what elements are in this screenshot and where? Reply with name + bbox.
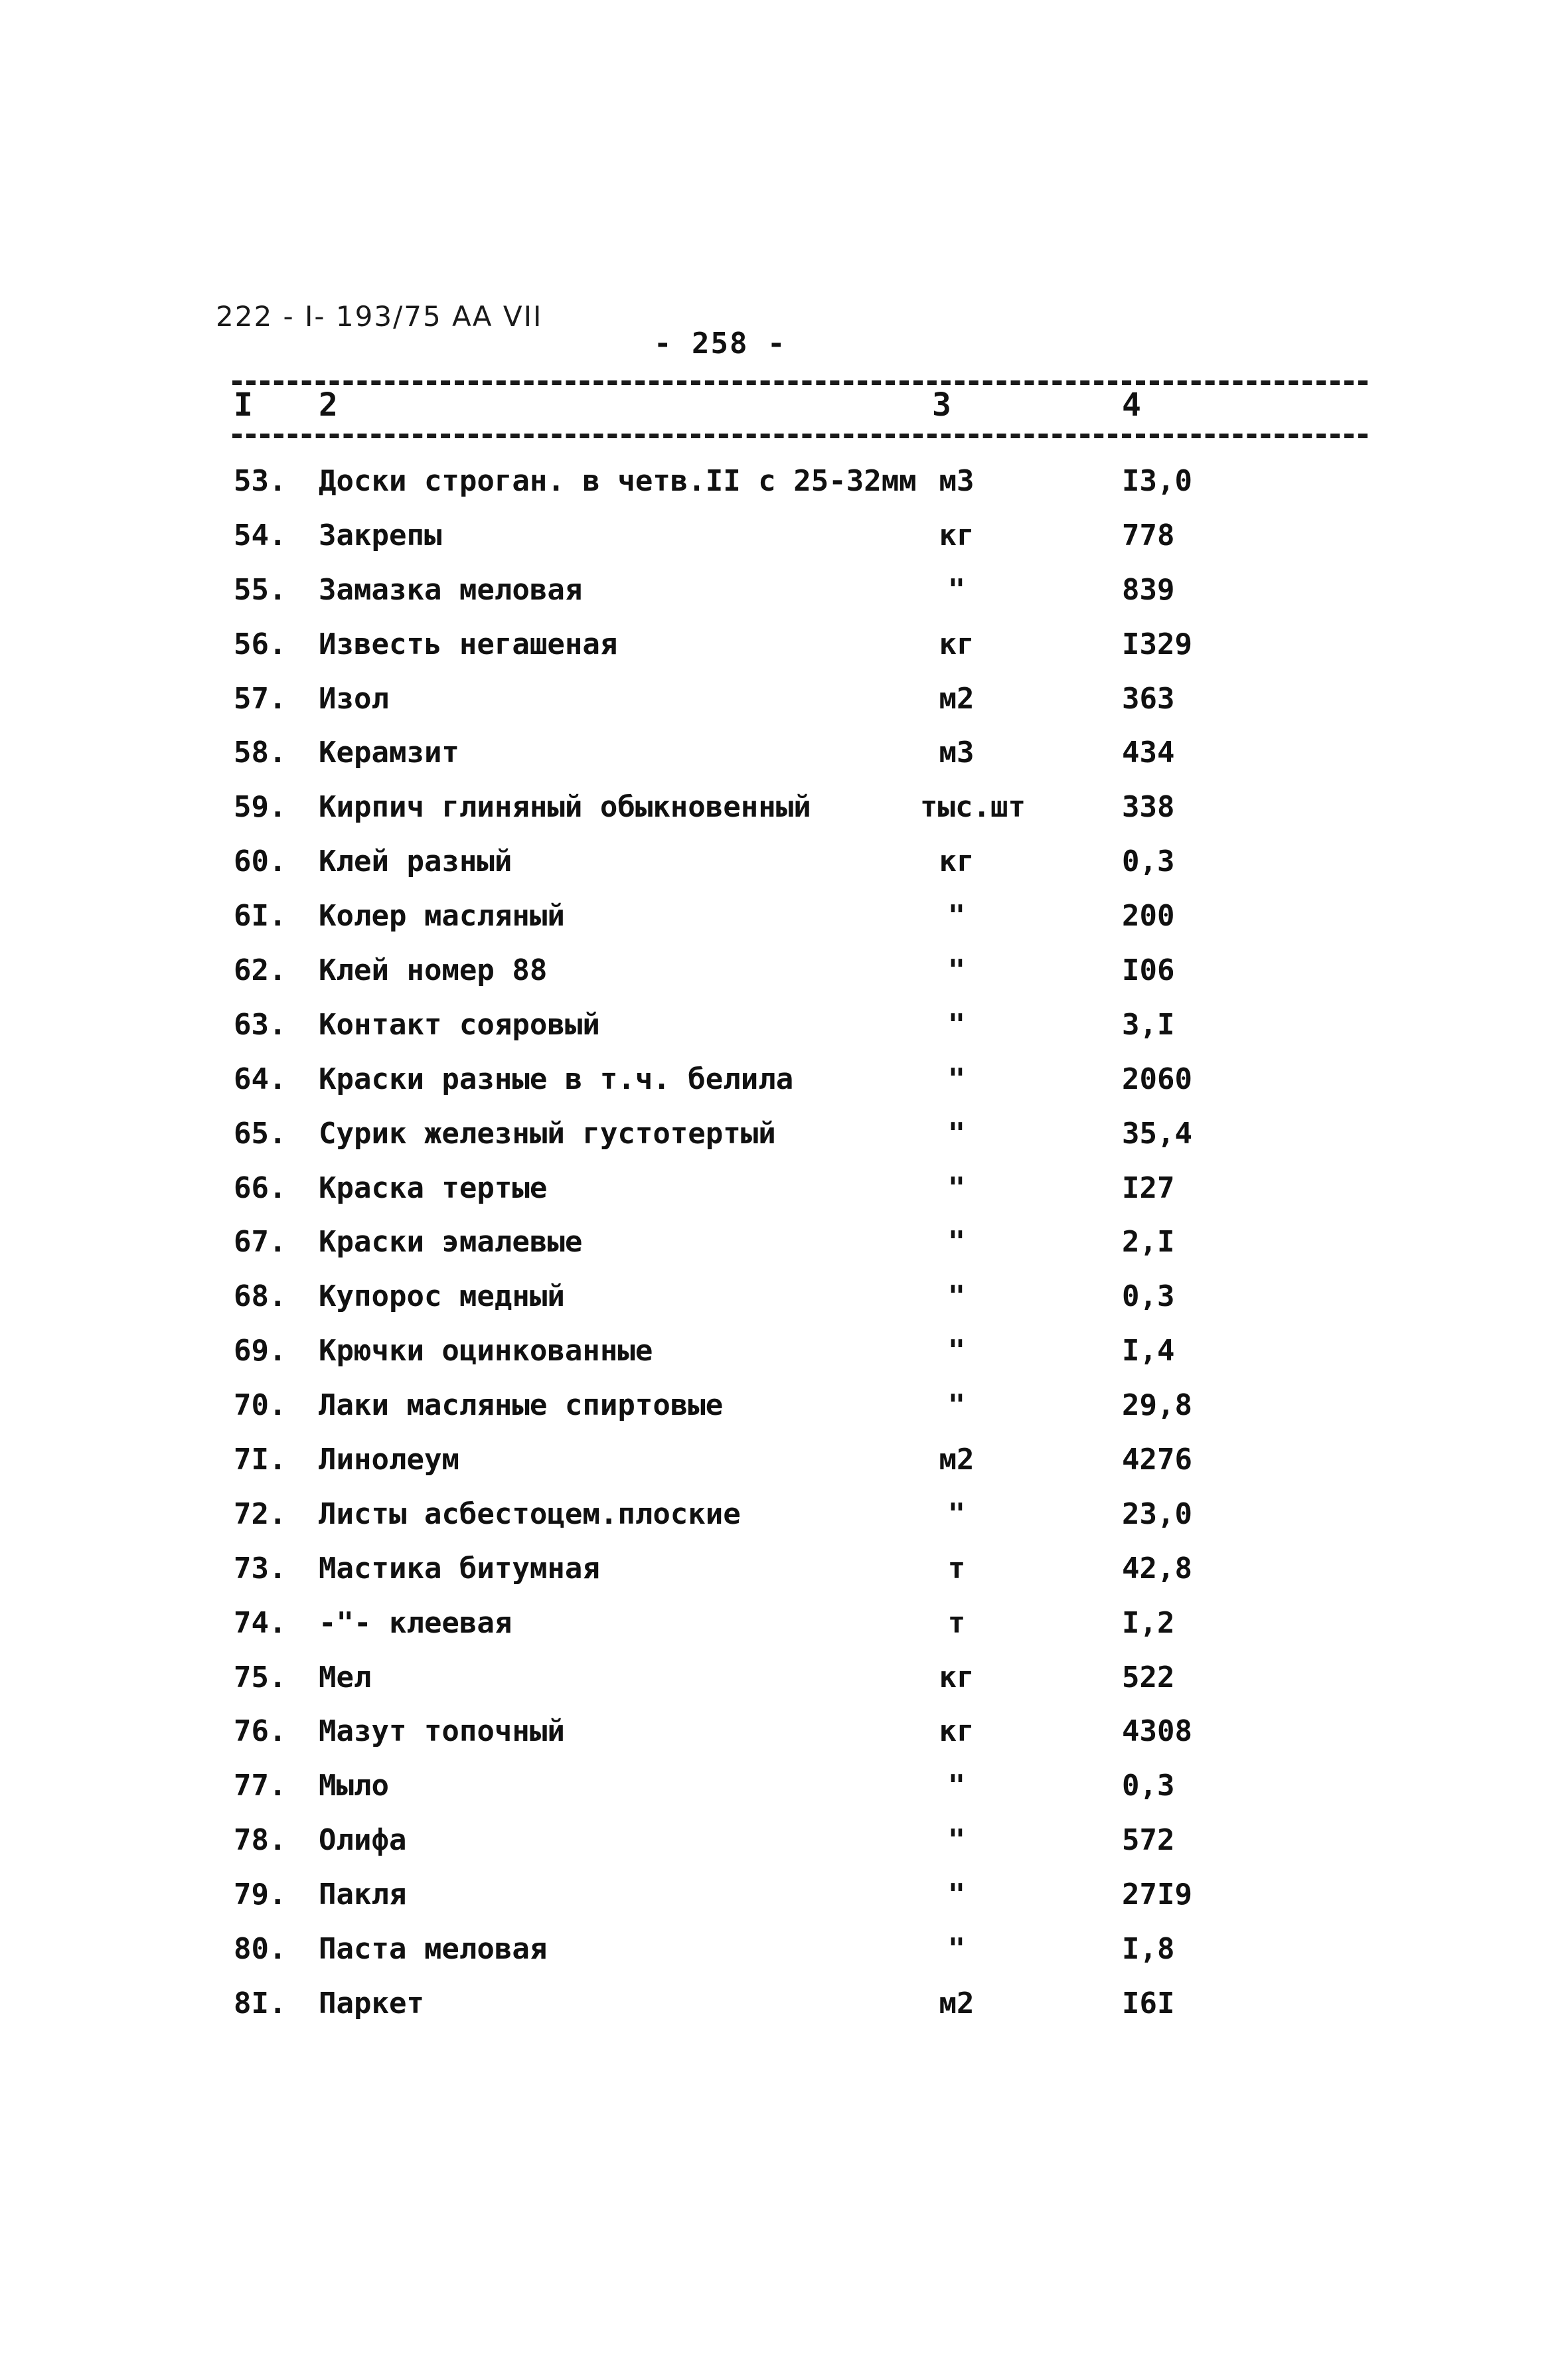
- table-row: [0, 1060, 1568, 1114]
- material-name: -"- клеевая: [319, 1605, 512, 1640]
- unit: ": [947, 1769, 966, 1803]
- material-name: Крючки оцинкованные: [319, 1334, 653, 1368]
- header-col-2: 2: [319, 386, 338, 424]
- unit: тыс.шт: [920, 790, 1026, 825]
- row-number: 73.: [234, 1551, 287, 1585]
- unit: м3: [939, 736, 975, 770]
- material-name: Керамзит: [319, 736, 459, 770]
- row-number: 67.: [234, 1225, 287, 1259]
- quantity: 29,8: [1122, 1388, 1192, 1423]
- row-number: 69.: [234, 1334, 287, 1368]
- material-name: Олифа: [319, 1823, 407, 1858]
- table-row: [0, 733, 1568, 787]
- quantity: 3,I: [1122, 1007, 1175, 1042]
- quantity: 434: [1122, 736, 1175, 770]
- material-name: Листы асбестоцем.плоские: [319, 1497, 741, 1531]
- material-name: Кирпич глиняный обыкновенный: [319, 790, 811, 825]
- table-row: [0, 951, 1568, 1005]
- unit: ": [947, 1225, 966, 1259]
- unit: кг: [939, 1660, 975, 1694]
- table-header: [0, 386, 1568, 430]
- unit: ": [947, 1007, 966, 1042]
- quantity: I329: [1122, 627, 1192, 661]
- row-number: 72.: [234, 1497, 287, 1531]
- material-name: Мел: [319, 1660, 372, 1694]
- unit: м3: [939, 464, 975, 498]
- table-row: [0, 1495, 1568, 1549]
- unit: т: [947, 1551, 966, 1585]
- row-number: 77.: [234, 1769, 287, 1803]
- quantity: 2,I: [1122, 1225, 1175, 1259]
- quantity: 23,0: [1122, 1497, 1192, 1531]
- table-row: [0, 1222, 1568, 1277]
- row-number: 58.: [234, 736, 287, 770]
- row-number: 6I.: [234, 899, 287, 933]
- table-row: [0, 1658, 1568, 1712]
- table-row: [0, 1277, 1568, 1331]
- material-name: Мыло: [319, 1769, 389, 1803]
- quantity: 363: [1122, 681, 1175, 716]
- material-name: Линолеум: [319, 1443, 459, 1477]
- row-number: 53.: [234, 464, 287, 498]
- material-name: Краска тертые: [319, 1171, 548, 1205]
- unit: ": [947, 1823, 966, 1858]
- table-row: [0, 1929, 1568, 1984]
- quantity: I3,0: [1122, 464, 1192, 498]
- unit: ": [947, 1878, 966, 1912]
- material-name: Лаки масляные спиртовые: [319, 1388, 724, 1423]
- material-name: Краски эмалевые: [319, 1225, 583, 1259]
- material-name: Доски строган. в четв.II с 25-32мм: [319, 464, 917, 498]
- table-row: [0, 896, 1568, 951]
- material-name: Замазка меловая: [319, 572, 583, 607]
- material-name: Паста меловая: [319, 1932, 548, 1967]
- table-row: [0, 461, 1568, 516]
- table-header-rule: [232, 434, 1368, 438]
- unit: ": [947, 1062, 966, 1096]
- table-row: [0, 1875, 1568, 1929]
- material-name: Известь негашеная: [319, 627, 618, 661]
- quantity: 778: [1122, 518, 1175, 552]
- table-row: [0, 1386, 1568, 1440]
- quantity: 35,4: [1122, 1116, 1192, 1151]
- row-number: 59.: [234, 790, 287, 825]
- table-top-rule: [232, 380, 1368, 385]
- header-col-4: 4: [1122, 386, 1141, 424]
- table-row: [0, 842, 1568, 896]
- table-row: [0, 1549, 1568, 1603]
- unit: ": [947, 953, 966, 988]
- row-number: 55.: [234, 572, 287, 607]
- row-number: 80.: [234, 1932, 287, 1967]
- table-row: [0, 787, 1568, 842]
- quantity: 200: [1122, 899, 1175, 933]
- table-row: [0, 1603, 1568, 1658]
- table-row: [0, 1169, 1568, 1223]
- unit: ": [947, 1334, 966, 1368]
- row-number: 54.: [234, 518, 287, 552]
- quantity: 0,3: [1122, 845, 1175, 879]
- unit: ": [947, 1116, 966, 1151]
- table-row: [0, 1766, 1568, 1821]
- row-number: 78.: [234, 1823, 287, 1858]
- document-code: 222 - I- 193/75 АА VII: [216, 300, 543, 333]
- quantity: I,4: [1122, 1334, 1175, 1368]
- quantity: 2060: [1122, 1062, 1192, 1096]
- quantity: 0,3: [1122, 1769, 1175, 1803]
- row-number: 7I.: [234, 1443, 287, 1477]
- row-number: 63.: [234, 1007, 287, 1042]
- quantity: I6I: [1122, 1986, 1175, 2020]
- unit: ": [947, 1279, 966, 1314]
- quantity: 839: [1122, 572, 1175, 607]
- material-name: Закрепы: [319, 518, 442, 552]
- unit: ": [947, 899, 966, 933]
- row-number: 57.: [234, 681, 287, 716]
- unit: ": [947, 1388, 966, 1423]
- unit: м2: [939, 1443, 975, 1477]
- unit: ": [947, 1932, 966, 1967]
- material-name: Сурик железный густотертый: [319, 1116, 776, 1151]
- table-row: [0, 679, 1568, 734]
- unit: м2: [939, 681, 975, 716]
- quantity: I,2: [1122, 1605, 1175, 1640]
- material-name: Пакля: [319, 1878, 407, 1912]
- table-row: [0, 1114, 1568, 1169]
- material-name: Купорос медный: [319, 1279, 565, 1314]
- quantity: I06: [1122, 953, 1175, 988]
- unit: ": [947, 1171, 966, 1205]
- table-row: [0, 1331, 1568, 1386]
- materials-table-body: [0, 461, 1568, 2038]
- material-name: Изол: [319, 681, 389, 716]
- header-col-3: 3: [932, 386, 951, 424]
- unit: ": [947, 572, 966, 607]
- row-number: 68.: [234, 1279, 287, 1314]
- table-row: [0, 1821, 1568, 1875]
- quantity: 4276: [1122, 1443, 1192, 1477]
- unit: кг: [939, 627, 975, 661]
- quantity: I,8: [1122, 1932, 1175, 1967]
- material-name: Клей номер 88: [319, 953, 548, 988]
- table-row: [0, 1712, 1568, 1766]
- table-row: [0, 1005, 1568, 1060]
- material-name: Мазут топочный: [319, 1714, 565, 1749]
- page-number: - 258 -: [654, 327, 787, 361]
- table-row: [0, 625, 1568, 679]
- table-row: [0, 570, 1568, 625]
- row-number: 79.: [234, 1878, 287, 1912]
- material-name: Клей разный: [319, 845, 512, 879]
- row-number: 66.: [234, 1171, 287, 1205]
- row-number: 8I.: [234, 1986, 287, 2020]
- unit: м2: [939, 1986, 975, 2020]
- row-number: 74.: [234, 1605, 287, 1640]
- row-number: 60.: [234, 845, 287, 879]
- row-number: 65.: [234, 1116, 287, 1151]
- quantity: 572: [1122, 1823, 1175, 1858]
- material-name: Мастика битумная: [319, 1551, 600, 1585]
- material-name: Колер масляный: [319, 899, 565, 933]
- table-row: [0, 516, 1568, 570]
- quantity: I27: [1122, 1171, 1175, 1205]
- table-row: [0, 1440, 1568, 1495]
- row-number: 56.: [234, 627, 287, 661]
- quantity: 4308: [1122, 1714, 1192, 1749]
- unit: ": [947, 1497, 966, 1531]
- row-number: 75.: [234, 1660, 287, 1694]
- row-number: 70.: [234, 1388, 287, 1423]
- unit: кг: [939, 1714, 975, 1749]
- table-row: [0, 1984, 1568, 2038]
- row-number: 76.: [234, 1714, 287, 1749]
- unit: т: [947, 1605, 966, 1640]
- quantity: 338: [1122, 790, 1175, 825]
- unit: кг: [939, 845, 975, 879]
- material-name: Паркет: [319, 1986, 424, 2020]
- quantity: 522: [1122, 1660, 1175, 1694]
- header-col-1: I: [234, 386, 253, 424]
- quantity: 27I9: [1122, 1878, 1192, 1912]
- material-name: Краски разные в т.ч. белила: [319, 1062, 794, 1096]
- unit: кг: [939, 518, 975, 552]
- row-number: 64.: [234, 1062, 287, 1096]
- row-number: 62.: [234, 953, 287, 988]
- material-name: Контакт сояровый: [319, 1007, 600, 1042]
- quantity: 42,8: [1122, 1551, 1192, 1585]
- quantity: 0,3: [1122, 1279, 1175, 1314]
